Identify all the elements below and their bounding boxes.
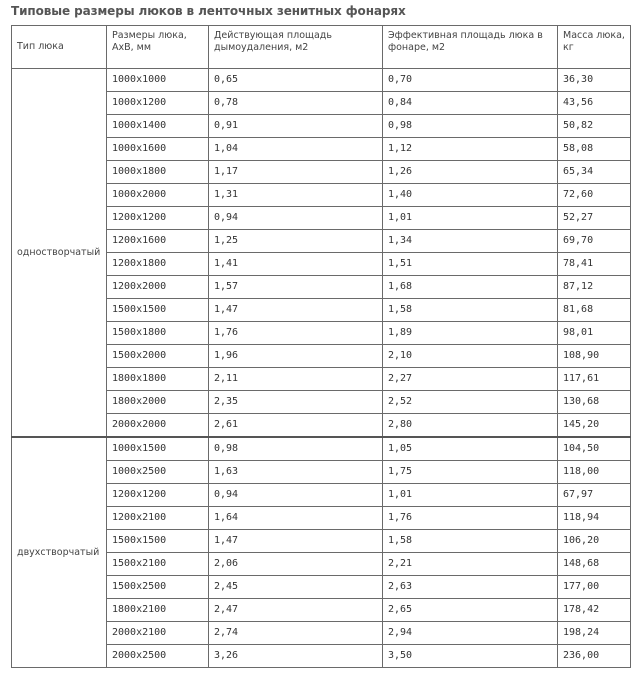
- cell-mass: 87,12: [558, 276, 631, 299]
- cell-size: 1800х2100: [107, 599, 209, 622]
- cell-size: 2000х2500: [107, 645, 209, 668]
- cell-smoke-area: 3,26: [209, 645, 383, 668]
- cell-size: 1000х1500: [107, 437, 209, 461]
- column-header-smoke-area: Действующая площадь дымоудаления, м2: [209, 26, 383, 69]
- cell-smoke-area: 2,06: [209, 553, 383, 576]
- cell-smoke-area: 1,96: [209, 345, 383, 368]
- cell-smoke-area: 2,61: [209, 414, 383, 438]
- cell-smoke-area: 2,35: [209, 391, 383, 414]
- cell-effective-area: 0,98: [383, 115, 558, 138]
- cell-effective-area: 1,58: [383, 530, 558, 553]
- cell-effective-area: 0,84: [383, 92, 558, 115]
- header-row: [12, 26, 631, 69]
- cell-effective-area: 1,40: [383, 184, 558, 207]
- cell-effective-area: 1,26: [383, 161, 558, 184]
- cell-mass: 108,90: [558, 345, 631, 368]
- cell-smoke-area: 1,31: [209, 184, 383, 207]
- cell-effective-area: 2,52: [383, 391, 558, 414]
- cell-mass: 145,20: [558, 414, 631, 438]
- cell-size: 1500х2100: [107, 553, 209, 576]
- cell-mass: 50,82: [558, 115, 631, 138]
- cell-size: 2000х2100: [107, 622, 209, 645]
- cell-mass: 98,01: [558, 322, 631, 345]
- cell-size: 1200х1200: [107, 207, 209, 230]
- cell-effective-area: 0,70: [383, 69, 558, 92]
- cell-effective-area: 1,12: [383, 138, 558, 161]
- cell-effective-area: 3,50: [383, 645, 558, 668]
- cell-size: 1500х1500: [107, 530, 209, 553]
- cell-mass: 198,24: [558, 622, 631, 645]
- cell-effective-area: 1,89: [383, 322, 558, 345]
- cell-effective-area: 2,94: [383, 622, 558, 645]
- cell-effective-area: 1,01: [383, 207, 558, 230]
- cell-smoke-area: 1,47: [209, 530, 383, 553]
- cell-smoke-area: 0,91: [209, 115, 383, 138]
- cell-smoke-area: 0,65: [209, 69, 383, 92]
- cell-smoke-area: 0,94: [209, 207, 383, 230]
- cell-size: 1000х1600: [107, 138, 209, 161]
- cell-size: 1200х2100: [107, 507, 209, 530]
- cell-mass: 104,50: [558, 437, 631, 461]
- cell-size: 1000х2000: [107, 184, 209, 207]
- cell-smoke-area: 1,17: [209, 161, 383, 184]
- cell-mass: 81,68: [558, 299, 631, 322]
- cell-effective-area: 1,51: [383, 253, 558, 276]
- cell-smoke-area: 1,25: [209, 230, 383, 253]
- cell-size: 1500х2500: [107, 576, 209, 599]
- cell-size: 1500х1800: [107, 322, 209, 345]
- table-row: [12, 437, 631, 461]
- cell-mass: 130,68: [558, 391, 631, 414]
- cell-mass: 58,08: [558, 138, 631, 161]
- cell-smoke-area: 0,94: [209, 484, 383, 507]
- table-row: [12, 69, 631, 92]
- cell-smoke-area: 1,63: [209, 461, 383, 484]
- cell-effective-area: 1,05: [383, 437, 558, 461]
- cell-mass: 236,00: [558, 645, 631, 668]
- cell-mass: 118,00: [558, 461, 631, 484]
- cell-mass: 118,94: [558, 507, 631, 530]
- hatch-sizes-table: [11, 25, 631, 668]
- page-title: Типовые размеры люков в ленточных зенитных фонарях: [11, 4, 406, 18]
- cell-effective-area: 2,63: [383, 576, 558, 599]
- column-header-type: Тип люка: [12, 26, 107, 69]
- cell-size: 2000х2000: [107, 414, 209, 438]
- cell-smoke-area: 2,74: [209, 622, 383, 645]
- cell-mass: 69,70: [558, 230, 631, 253]
- cell-size: 1200х1600: [107, 230, 209, 253]
- cell-hatch-type: одностворчатый: [12, 69, 107, 438]
- cell-hatch-type: двухстворчатый: [12, 437, 107, 668]
- cell-size: 1000х2500: [107, 461, 209, 484]
- cell-mass: 178,42: [558, 599, 631, 622]
- cell-effective-area: 1,34: [383, 230, 558, 253]
- cell-size: 1200х2000: [107, 276, 209, 299]
- cell-effective-area: 2,21: [383, 553, 558, 576]
- cell-size: 1000х1200: [107, 92, 209, 115]
- column-header-effective-area: Эффективная площадь люка в фонаре, м2: [383, 26, 558, 69]
- table-body: [12, 69, 631, 668]
- cell-effective-area: 1,76: [383, 507, 558, 530]
- cell-effective-area: 1,68: [383, 276, 558, 299]
- cell-effective-area: 1,75: [383, 461, 558, 484]
- cell-smoke-area: 1,41: [209, 253, 383, 276]
- cell-smoke-area: 2,45: [209, 576, 383, 599]
- cell-smoke-area: 1,64: [209, 507, 383, 530]
- cell-size: 1500х2000: [107, 345, 209, 368]
- cell-mass: 67,97: [558, 484, 631, 507]
- cell-mass: 177,00: [558, 576, 631, 599]
- cell-mass: 117,61: [558, 368, 631, 391]
- cell-size: 1000х1800: [107, 161, 209, 184]
- cell-effective-area: 2,10: [383, 345, 558, 368]
- column-header-mass: Масса люка, кг: [558, 26, 631, 69]
- cell-mass: 148,68: [558, 553, 631, 576]
- cell-mass: 72,60: [558, 184, 631, 207]
- cell-effective-area: 2,80: [383, 414, 558, 438]
- cell-effective-area: 1,58: [383, 299, 558, 322]
- cell-mass: 52,27: [558, 207, 631, 230]
- cell-size: 1000х1000: [107, 69, 209, 92]
- cell-smoke-area: 1,47: [209, 299, 383, 322]
- cell-smoke-area: 2,47: [209, 599, 383, 622]
- cell-size: 1200х1800: [107, 253, 209, 276]
- cell-mass: 36,30: [558, 69, 631, 92]
- cell-effective-area: 2,27: [383, 368, 558, 391]
- cell-smoke-area: 1,76: [209, 322, 383, 345]
- cell-effective-area: 2,65: [383, 599, 558, 622]
- cell-mass: 43,56: [558, 92, 631, 115]
- cell-size: 1200х1200: [107, 484, 209, 507]
- cell-size: 1000х1400: [107, 115, 209, 138]
- cell-smoke-area: 0,98: [209, 437, 383, 461]
- cell-mass: 65,34: [558, 161, 631, 184]
- cell-size: 1500х1500: [107, 299, 209, 322]
- cell-mass: 106,20: [558, 530, 631, 553]
- cell-smoke-area: 2,11: [209, 368, 383, 391]
- cell-smoke-area: 0,78: [209, 92, 383, 115]
- table-header: [12, 26, 631, 69]
- cell-size: 1800х2000: [107, 391, 209, 414]
- cell-smoke-area: 1,04: [209, 138, 383, 161]
- cell-size: 1800х1800: [107, 368, 209, 391]
- cell-smoke-area: 1,57: [209, 276, 383, 299]
- cell-effective-area: 1,01: [383, 484, 558, 507]
- cell-mass: 78,41: [558, 253, 631, 276]
- column-header-size: Размеры люка, АхВ, мм: [107, 26, 209, 69]
